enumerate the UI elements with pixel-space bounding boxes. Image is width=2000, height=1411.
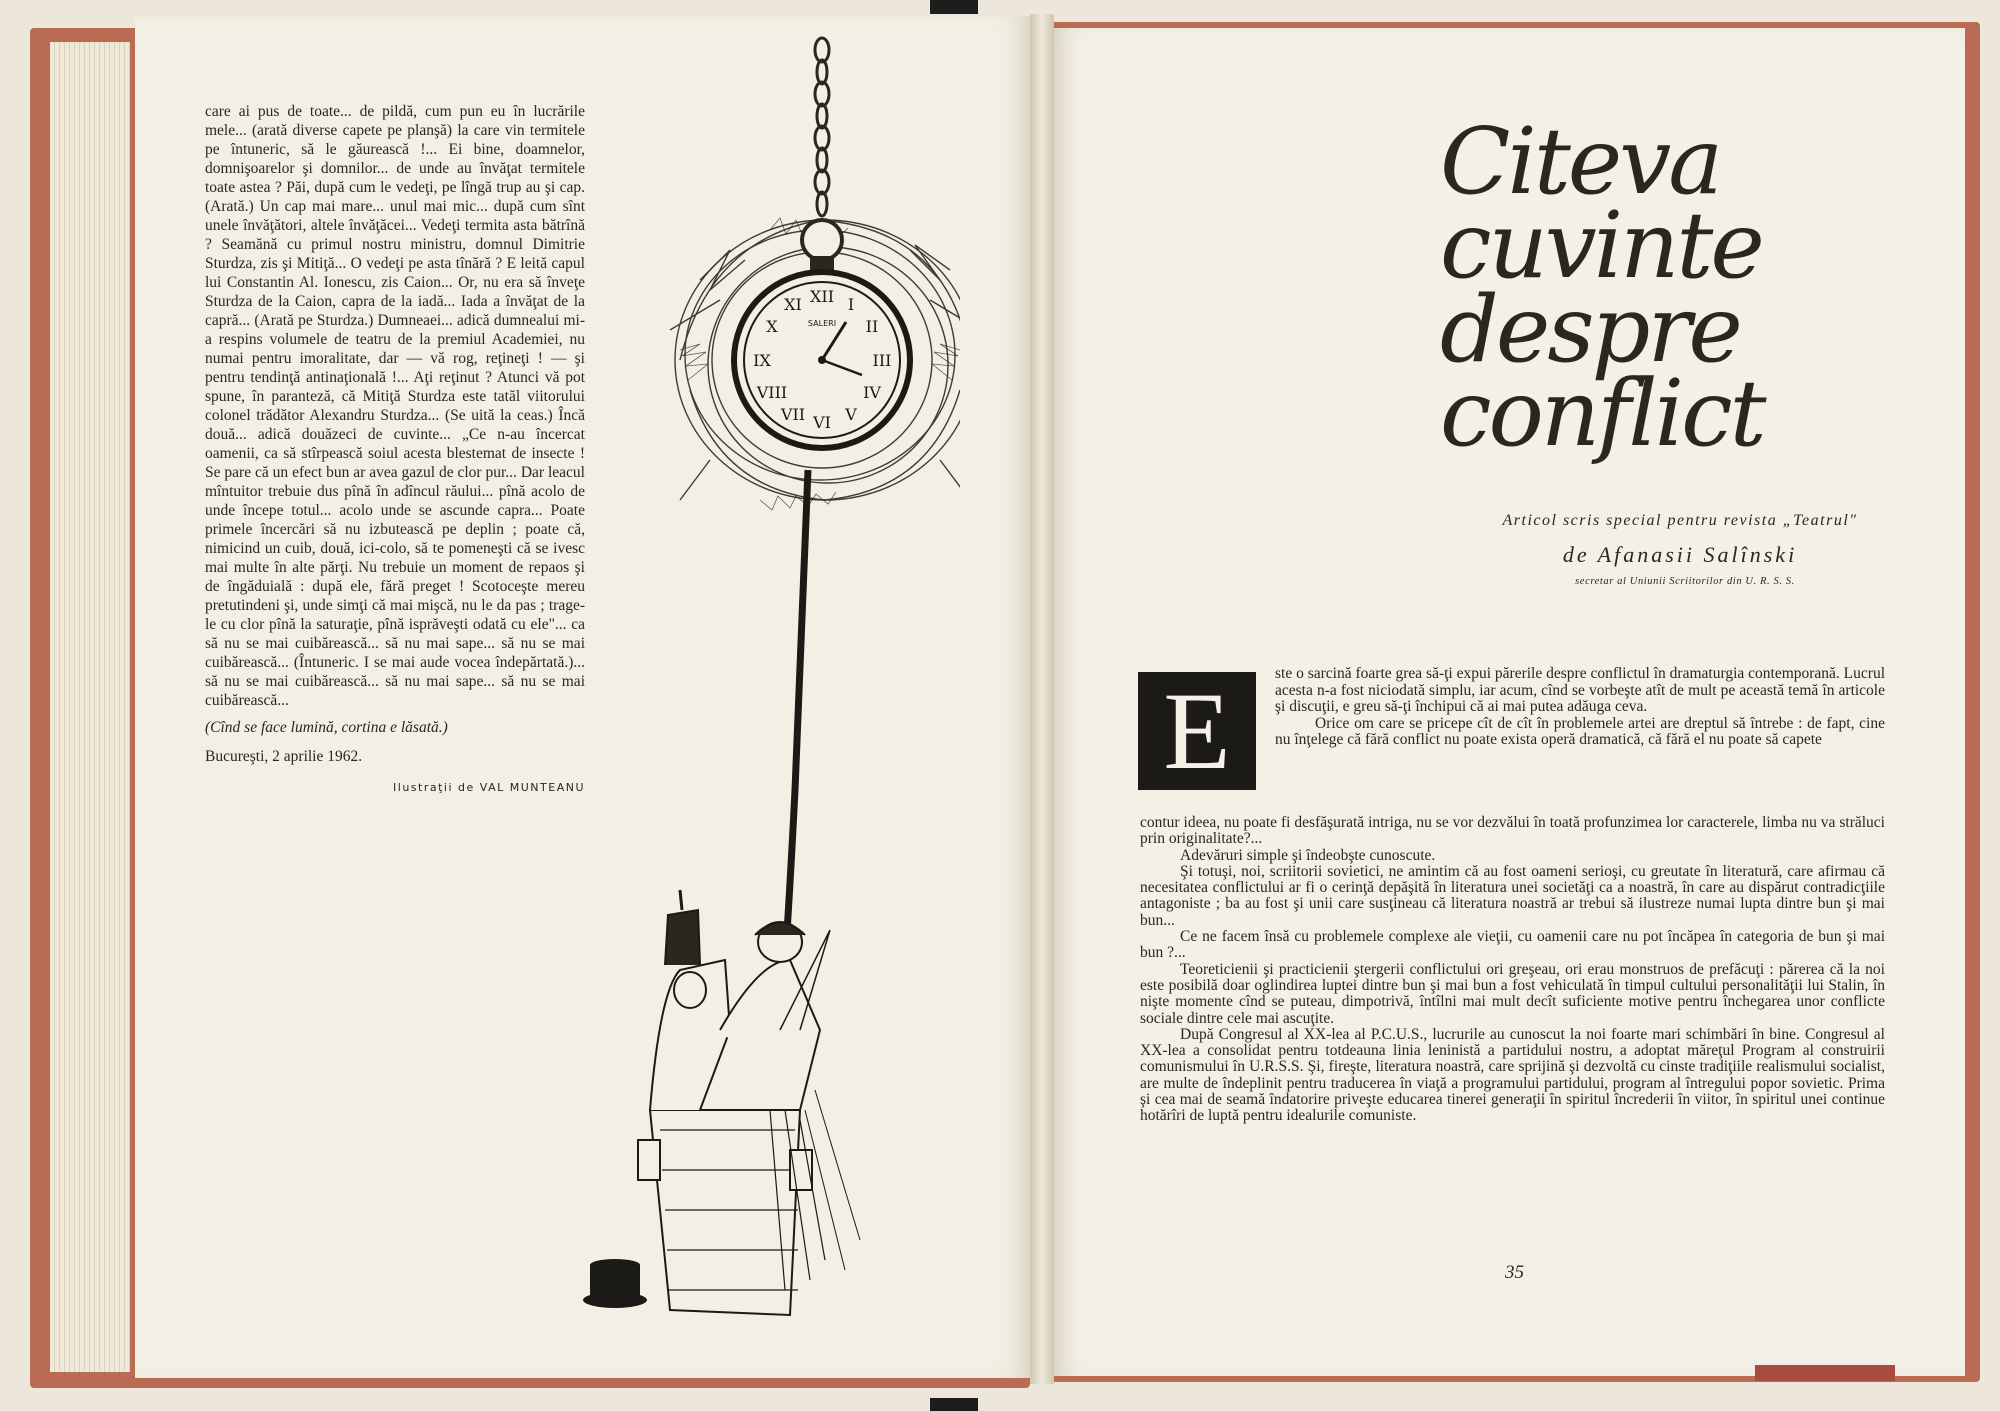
watch-pivot [818, 356, 826, 364]
page-edges [50, 42, 130, 1372]
numeral-5: V [845, 405, 857, 424]
numeral-1: I [847, 295, 855, 314]
author-role: secretar al Uniunii Scriitorilor din U. R. S. S. [1575, 576, 1795, 587]
intro-paragraph: ste o sarcină foarte grea să-ţi expui părerile despre conflictul în dramaturgia contemporană. Lucrul acesta n-a fost niciodată simplu, iar acum, cînd se vorbeşte atît de mult pe această temă în articole şi discuţii, e greu să-ţi închipui că ai mai putea adăuga ceva. [1275, 665, 1885, 715]
date-line: Bucureşti, 2 aprilie 1962. [205, 748, 363, 765]
book-gutter [1030, 14, 1054, 1384]
scanner-clip-bottom [930, 1398, 978, 1411]
title-line-4: conflict [1440, 360, 1764, 467]
numeral-10: X [766, 317, 778, 336]
figures-group [638, 890, 860, 1315]
body-paragraph: După Congresul al XX-lea al P.C.U.S., lucrurile au cunoscut la noi foarte mari schimbări în bine. Congresul al XX-lea a consolidat pentru totdeauna linia leninistă a partidului nostru, a adoptat măreţul Program al construirii comunismului în U.R.S.S. Şi, fireşte, literatura noastră, care sprijină şi dezvoltă cu cinste tradiţiile realismului socialist, are multe de îndeplinit pentru traducerea în viaţă a programului partidului, program al întregului popor sovietic. Prima şi cea mai de seamă îndatorire priveşte educarea tinerei generaţii în spiritul încrederii în viitor, în spiritul unei continue hotărîri de luptă pentru idealurile comuniste. [1140, 1025, 1885, 1125]
numeral-2: II [865, 317, 879, 336]
intro-paragraph: Orice om care se pricepe cît de cît în problemele artei are dreptul să întrebe : de fapt, cine nu înţelege că fără conflict nu poate exista operă dramatică, că fără el nu poate să capete [1275, 714, 1885, 748]
watch-bow [802, 220, 842, 260]
page-number: 35 [1505, 1262, 1524, 1283]
numeral-7: VII [780, 405, 806, 424]
numeral-8: VIII [756, 383, 788, 402]
article-title [1440, 108, 1940, 467]
left-page-text [205, 102, 585, 797]
top-hat [583, 1259, 647, 1308]
numeral-9: IX [753, 351, 771, 370]
article-author: de Afanasii Salînski [1562, 542, 1798, 567]
article-body [1140, 815, 1885, 1125]
stage-direction: (Cînd se face lumină, cortina e lăsată.) [205, 719, 448, 736]
numeral-6: VI [813, 413, 831, 432]
bottom-red-strip [1755, 1365, 1895, 1381]
article-intro [1275, 666, 1885, 749]
left-paragraph: care ai pus de toate... de pildă, cum pun eu în lucrările mele... (arată diverse capete pe planşă) la care vin termitele pe întuneric, să le găurească !... Ei bine, doamnelor, domnişoarelor şi domnilor... de unde au învăţat termitele toate astea ? Păi, după cum le vedeţi, pe lîngă trup au şi cap. (Arată.) Un cap mai mare... unul mai mic... după cum sînt unele învăţători, altele învăţăcei... Vedeţi termita asta bătrînă ? Seamănă cu primul nostru ministru, domnul Dimitrie Sturdza, zis şi Mitiţă... O vedeţi pe asta tînără ? E leită capul lui Constantin Al. Ionescu, zis Caion... Or, nu era să înveţe Sturdza de la Caion, capra de la iadă... Iada a învăţat de la capră... (Arată pe Sturdza.) Dumneaei... adică dumnealui mi-a respins volumele de teatru de la premiul Academiei, nu numai pentru imoralitate, dar — vă rog, reţineţi ! — şi pentru tendinţă antinaţională !... Aţi reţinut ? Atunci vă pot spune, în paranteză, că Mitiţă Sturdza este tatăl viitorului colonel trădător Alexandru Sturdza... (Se uită la ceas.) Încă două... adică douăzeci de cuvinte... „Ce n-au încercat oamenii, ca să stîrpească soiul acesta blestemat de insecte ! Se pare că un efect bun ar avea gazul de clor pur... Dar leacul mîntuitor trebuie dus pînă în adîncul răului... pînă acolo de unde începe totul... acolo unde se ascunde capra... Poate primele încercări să nu izbutească pe deplin ; poate că, nimicind un cuib, două, ici-colo, să te pomeneşti că se ivesc mai multe în alte părţi. Nu trebuie un moment de repaos şi de îngăduială : după ele, fără preget ! Scotoceşte mereu pretutindeni şi, unde simţi că mai mişcă, nu le da pas ; trage-le cu clor pînă la saturaţie, pînă isprăveşti odată cu ele"... ca să nu se mai cuibărească... să nu mai sape... să nu se mai cuibărească... (Întuneric. I se mai aude vocea îndepărtată.)... să nu se mai cuibărească... să nu mai sape... să nu se mai cuibărească... [205, 103, 585, 709]
numeral-4: IV [863, 383, 881, 402]
numeral-11: XI [784, 295, 802, 314]
title-line-1: Citeva [1440, 108, 1721, 215]
numeral-12: XII [809, 287, 835, 306]
body-paragraph: Adevăruri simple şi îndeobşte cunoscute. [1180, 846, 1436, 864]
watch-brand: SALERI [807, 319, 837, 328]
pocket-watch-illustration [570, 30, 960, 1360]
numeral-3: III [872, 351, 892, 370]
body-paragraph: contur ideea, nu poate fi desfăşurată intriga, nu se vor dezvălui în toată profunzimea lor caracterele, limba nu va străluci prin originalitate?... [1140, 814, 1885, 848]
article-subtitle: Articol scris special pentru revista „Teatrul" [1502, 512, 1858, 529]
title-line-3: despre [1440, 276, 1740, 383]
body-paragraph: Teoreticienii şi practicienii ştergerii conflictului ori greşeau, ori erau monstruos de prefăcuţi : părerea că la noi este posibilă doar oglindirea luptei dintre bun şi mai bun a fost vehiculată în timpul cultului personalităţii lui Stalin, în nişte momente cînd se puteau, dimpotrivă, întîlni mai mult decît suficiente motive pentru închegarea unor conflicte sociale dintre cele mai ascuţite. [1140, 960, 1885, 1027]
chain [815, 38, 829, 216]
body-paragraph: Şi totuşi, noi, scriitorii sovietici, ne amintim că au fost oameni serioşi, cu greutate în literatură, care afirmau că necesitatea conflictului ar fi o cerinţă depăşită în literatura unei societăţi ca a noastră, în care au dispărut contradicţiile antagoniste ; ba au fost şi unii care susţineau că literatura noastră ar trebui să ilustreze numai lupta dintre bun şi mai bun... [1140, 862, 1885, 929]
scanner-clip-top [930, 0, 978, 14]
drop-cap: E [1138, 672, 1256, 790]
title-line-2: cuvinte [1440, 192, 1762, 299]
body-paragraph: Ce ne facem însă cu problemele complexe ale vieţii, cu oamenii care nu pot încăpea în categoria de bun şi mai bun ?... [1140, 928, 1885, 962]
illustration-credits: Ilustraţii de VAL MUNTEANU [393, 781, 585, 794]
